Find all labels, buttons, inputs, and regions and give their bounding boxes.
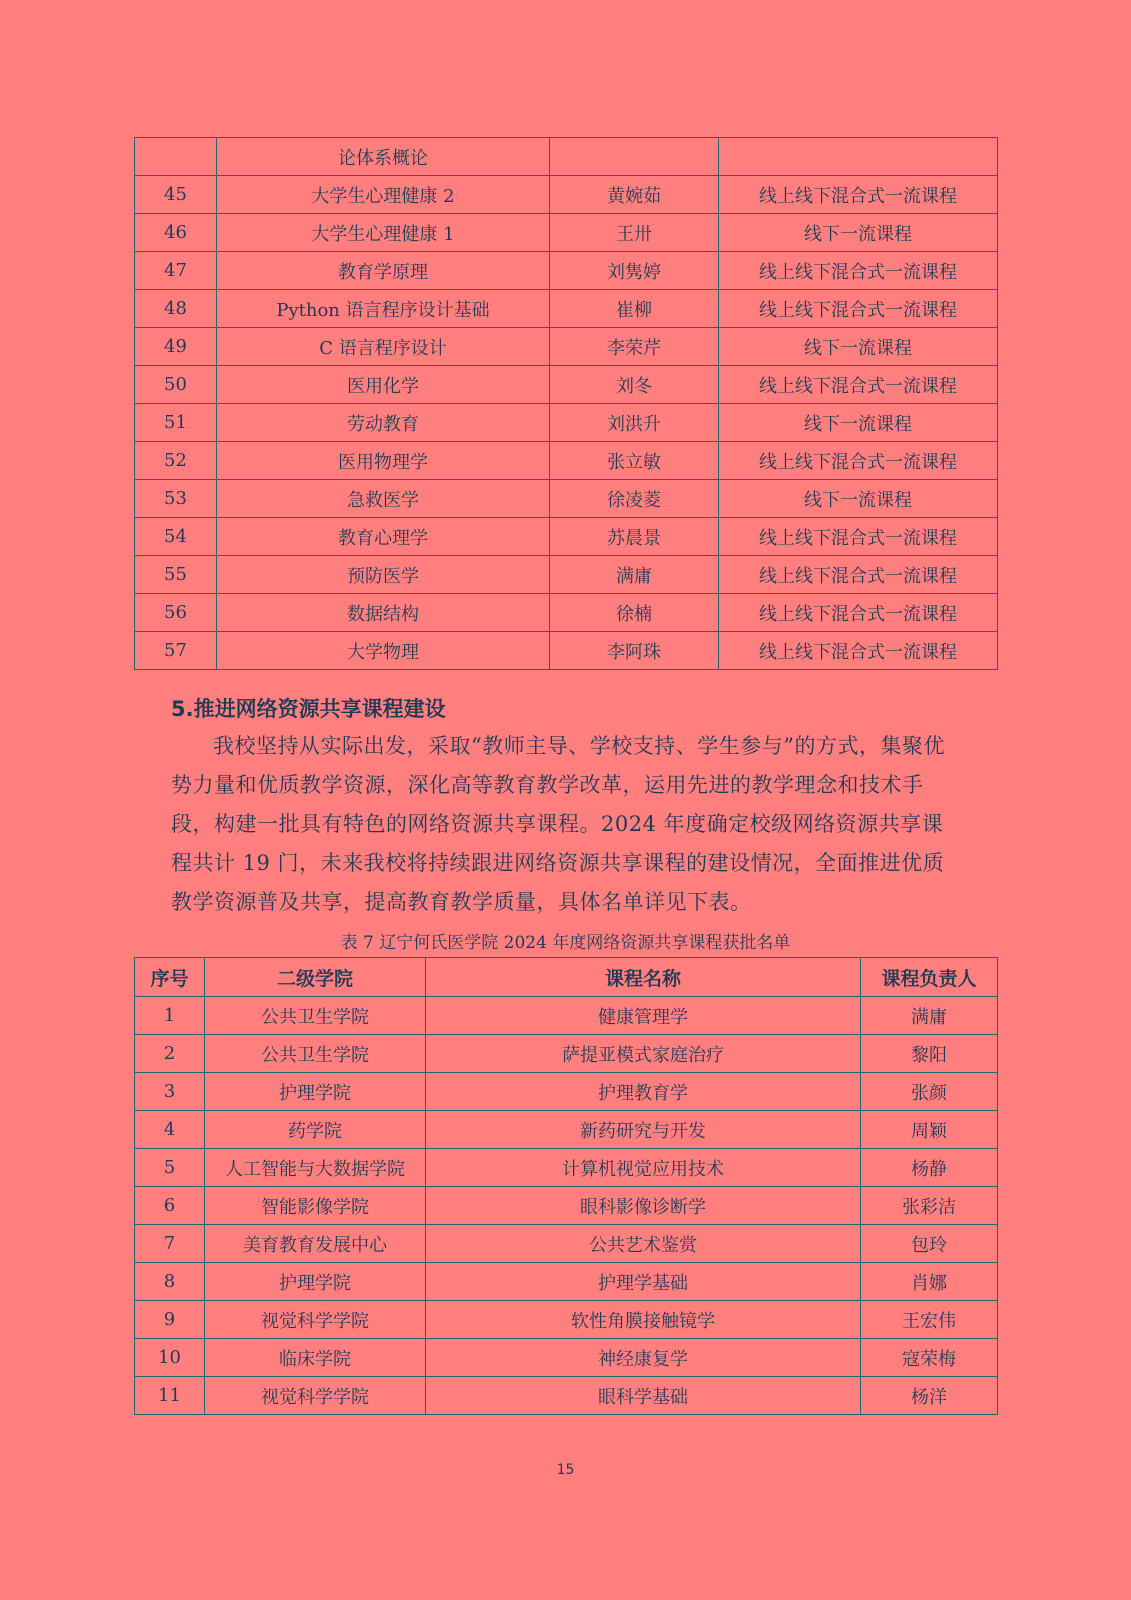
table-row <box>135 480 998 518</box>
row-number-cell: 48 <box>135 290 217 328</box>
row-number-cell: 2 <box>135 1035 205 1073</box>
row-number-cell: 8 <box>135 1263 205 1301</box>
course-name-cell: 教育心理学 <box>217 518 550 556</box>
row-number-cell: 47 <box>135 252 217 290</box>
table-row <box>135 404 998 442</box>
course-type-cell: 线上线下混合式一流课程 <box>719 290 998 328</box>
teacher-cell: 张立敏 <box>550 442 719 480</box>
course-name-cell: 新药研究与开发 <box>426 1111 861 1149</box>
college-cell: 护理学院 <box>205 1073 426 1111</box>
teacher-cell: 苏晨景 <box>550 518 719 556</box>
page-number: 15 <box>556 1462 575 1478</box>
teacher-cell: 刘冬 <box>550 366 719 404</box>
row-number-cell: 11 <box>135 1377 205 1415</box>
table-row <box>135 290 998 328</box>
first-class-courses-body <box>135 138 998 670</box>
course-name-cell: 眼科影像诊断学 <box>426 1187 861 1225</box>
table-row <box>135 1339 998 1377</box>
table-row <box>135 1377 998 1415</box>
table-header-row <box>135 958 998 997</box>
table-row <box>135 328 998 366</box>
college-cell: 美育教育发展中心 <box>205 1225 426 1263</box>
table-row <box>135 1301 998 1339</box>
row-number-cell: 3 <box>135 1073 205 1111</box>
table-row <box>135 1111 998 1149</box>
teacher-cell: 满庸 <box>550 556 719 594</box>
teacher-cell: 徐楠 <box>550 594 719 632</box>
row-number-cell: 6 <box>135 1187 205 1225</box>
course-name-cell: 大学生心理健康 1 <box>217 214 550 252</box>
shared-courses-body <box>135 997 998 1415</box>
row-number-cell: 56 <box>135 594 217 632</box>
row-number-cell: 52 <box>135 442 217 480</box>
teacher-cell: 李荣芹 <box>550 328 719 366</box>
leader-cell: 肖娜 <box>861 1263 998 1301</box>
teacher-cell: 刘洪升 <box>550 404 719 442</box>
leader-cell: 满庸 <box>861 997 998 1035</box>
row-number-cell: 45 <box>135 176 217 214</box>
course-name-cell: 医用物理学 <box>217 442 550 480</box>
leader-cell: 黎阳 <box>861 1035 998 1073</box>
leader-cell: 杨洋 <box>861 1377 998 1415</box>
course-type-cell: 线上线下混合式一流课程 <box>719 556 998 594</box>
teacher-cell: 崔柳 <box>550 290 719 328</box>
table-row <box>135 366 998 404</box>
course-type-cell: 线上线下混合式一流课程 <box>719 632 998 670</box>
table-caption: 表 7 辽宁何氏医学院 2024 年度网络资源共享课程获批名单 <box>340 933 791 953</box>
course-name-cell: 急救医学 <box>217 480 550 518</box>
course-type-cell: 线上线下混合式一流课程 <box>719 594 998 632</box>
table-row <box>135 1149 998 1187</box>
table-row <box>135 214 998 252</box>
course-name-cell: C 语言程序设计 <box>217 328 550 366</box>
leader-cell: 周颖 <box>861 1111 998 1149</box>
course-name-cell: 护理教育学 <box>426 1073 861 1111</box>
row-number-cell: 57 <box>135 632 217 670</box>
section-paragraph: 我校坚持从实际出发，采取“教师主导、学校支持、学生参与”的方式，集聚优势力量和优质教学资源，深化高等教育教学改革，运用先进的教学理念和技术手段，构建一批具有特色的网络资源共享课程。2024 年度确定校级网络资源共享课程共计 19 门，未来我校将持续跟进网络资源共享课程的建设情况，全面推进优质教学资源普及共享，提高教育教学质量，具体名单详见下表。 <box>171 734 945 914</box>
header-leader: 课程负责人 <box>861 958 998 997</box>
course-name-cell: 健康管理学 <box>426 997 861 1035</box>
course-type-cell: 线上线下混合式一流课程 <box>719 252 998 290</box>
header-number: 序号 <box>135 958 205 997</box>
course-name-cell: 劳动教育 <box>217 404 550 442</box>
course-name-cell: 萨提亚模式家庭治疗 <box>426 1035 861 1073</box>
course-type-cell: 线下一流课程 <box>719 328 998 366</box>
course-type-cell: 线上线下混合式一流课程 <box>719 442 998 480</box>
row-number-cell: 46 <box>135 214 217 252</box>
course-type-cell: 线上线下混合式一流课程 <box>719 518 998 556</box>
row-number-cell: 4 <box>135 1111 205 1149</box>
row-number-cell: 10 <box>135 1339 205 1377</box>
table-row <box>135 442 998 480</box>
college-cell: 智能影像学院 <box>205 1187 426 1225</box>
course-name-cell: 大学生心理健康 2 <box>217 176 550 214</box>
course-name-cell: 医用化学 <box>217 366 550 404</box>
row-number-cell: 49 <box>135 328 217 366</box>
row-number-cell: 51 <box>135 404 217 442</box>
teacher-cell <box>550 138 719 176</box>
college-cell: 视觉科学学院 <box>205 1377 426 1415</box>
leader-cell: 寇荣梅 <box>861 1339 998 1377</box>
college-cell: 公共卫生学院 <box>205 1035 426 1073</box>
row-number-cell: 9 <box>135 1301 205 1339</box>
course-name-cell: 软性角膜接触镜学 <box>426 1301 861 1339</box>
college-cell: 药学院 <box>205 1111 426 1149</box>
course-name-cell: 教育学原理 <box>217 252 550 290</box>
course-type-cell: 线下一流课程 <box>719 214 998 252</box>
table-row <box>135 1225 998 1263</box>
leader-cell: 王宏伟 <box>861 1301 998 1339</box>
table-row <box>135 594 998 632</box>
teacher-cell: 徐凌菱 <box>550 480 719 518</box>
row-number-cell: 5 <box>135 1149 205 1187</box>
row-number-cell <box>135 138 217 176</box>
teacher-cell: 王卅 <box>550 214 719 252</box>
course-name-cell: 计算机视觉应用技术 <box>426 1149 861 1187</box>
table-row <box>135 632 998 670</box>
table-row <box>135 556 998 594</box>
college-cell: 视觉科学学院 <box>205 1301 426 1339</box>
row-number-cell: 55 <box>135 556 217 594</box>
table-row <box>135 176 998 214</box>
row-number-cell: 54 <box>135 518 217 556</box>
course-name-cell: 论体系概论 <box>217 138 550 176</box>
leader-cell: 张彩洁 <box>861 1187 998 1225</box>
table-row <box>135 518 998 556</box>
course-type-cell: 线下一流课程 <box>719 404 998 442</box>
leader-cell: 杨静 <box>861 1149 998 1187</box>
table-row <box>135 997 998 1035</box>
row-number-cell: 53 <box>135 480 217 518</box>
course-name-cell: 公共艺术鉴赏 <box>426 1225 861 1263</box>
table-row <box>135 1073 998 1111</box>
course-name-cell: 预防医学 <box>217 556 550 594</box>
course-name-cell: 数据结构 <box>217 594 550 632</box>
header-college: 二级学院 <box>205 958 426 997</box>
leader-cell: 张颜 <box>861 1073 998 1111</box>
course-type-cell: 线上线下混合式一流课程 <box>719 176 998 214</box>
course-type-cell: 线下一流课程 <box>719 480 998 518</box>
table-row <box>135 1187 998 1225</box>
teacher-cell: 黄婉茹 <box>550 176 719 214</box>
course-type-cell: 线上线下混合式一流课程 <box>719 366 998 404</box>
course-name-cell: 神经康复学 <box>426 1339 861 1377</box>
first-class-courses-table <box>134 137 998 670</box>
shared-courses-table <box>134 957 998 1415</box>
college-cell: 公共卫生学院 <box>205 997 426 1035</box>
table-row <box>135 252 998 290</box>
section-heading: 5.推进网络资源共享课程建设 <box>171 697 446 721</box>
course-name-cell: 眼科学基础 <box>426 1377 861 1415</box>
row-number-cell: 7 <box>135 1225 205 1263</box>
leader-cell: 包玲 <box>861 1225 998 1263</box>
table-row <box>135 1263 998 1301</box>
header-course: 课程名称 <box>426 958 861 997</box>
course-name-cell: 大学物理 <box>217 632 550 670</box>
course-name-cell: Python 语言程序设计基础 <box>217 290 550 328</box>
row-number-cell: 1 <box>135 997 205 1035</box>
course-type-cell <box>719 138 998 176</box>
college-cell: 人工智能与大数据学院 <box>205 1149 426 1187</box>
table-row <box>135 1035 998 1073</box>
teacher-cell: 李阿珠 <box>550 632 719 670</box>
teacher-cell: 刘隽婷 <box>550 252 719 290</box>
row-number-cell: 50 <box>135 366 217 404</box>
course-name-cell: 护理学基础 <box>426 1263 861 1301</box>
college-cell: 护理学院 <box>205 1263 426 1301</box>
table-row <box>135 138 998 176</box>
college-cell: 临床学院 <box>205 1339 426 1377</box>
